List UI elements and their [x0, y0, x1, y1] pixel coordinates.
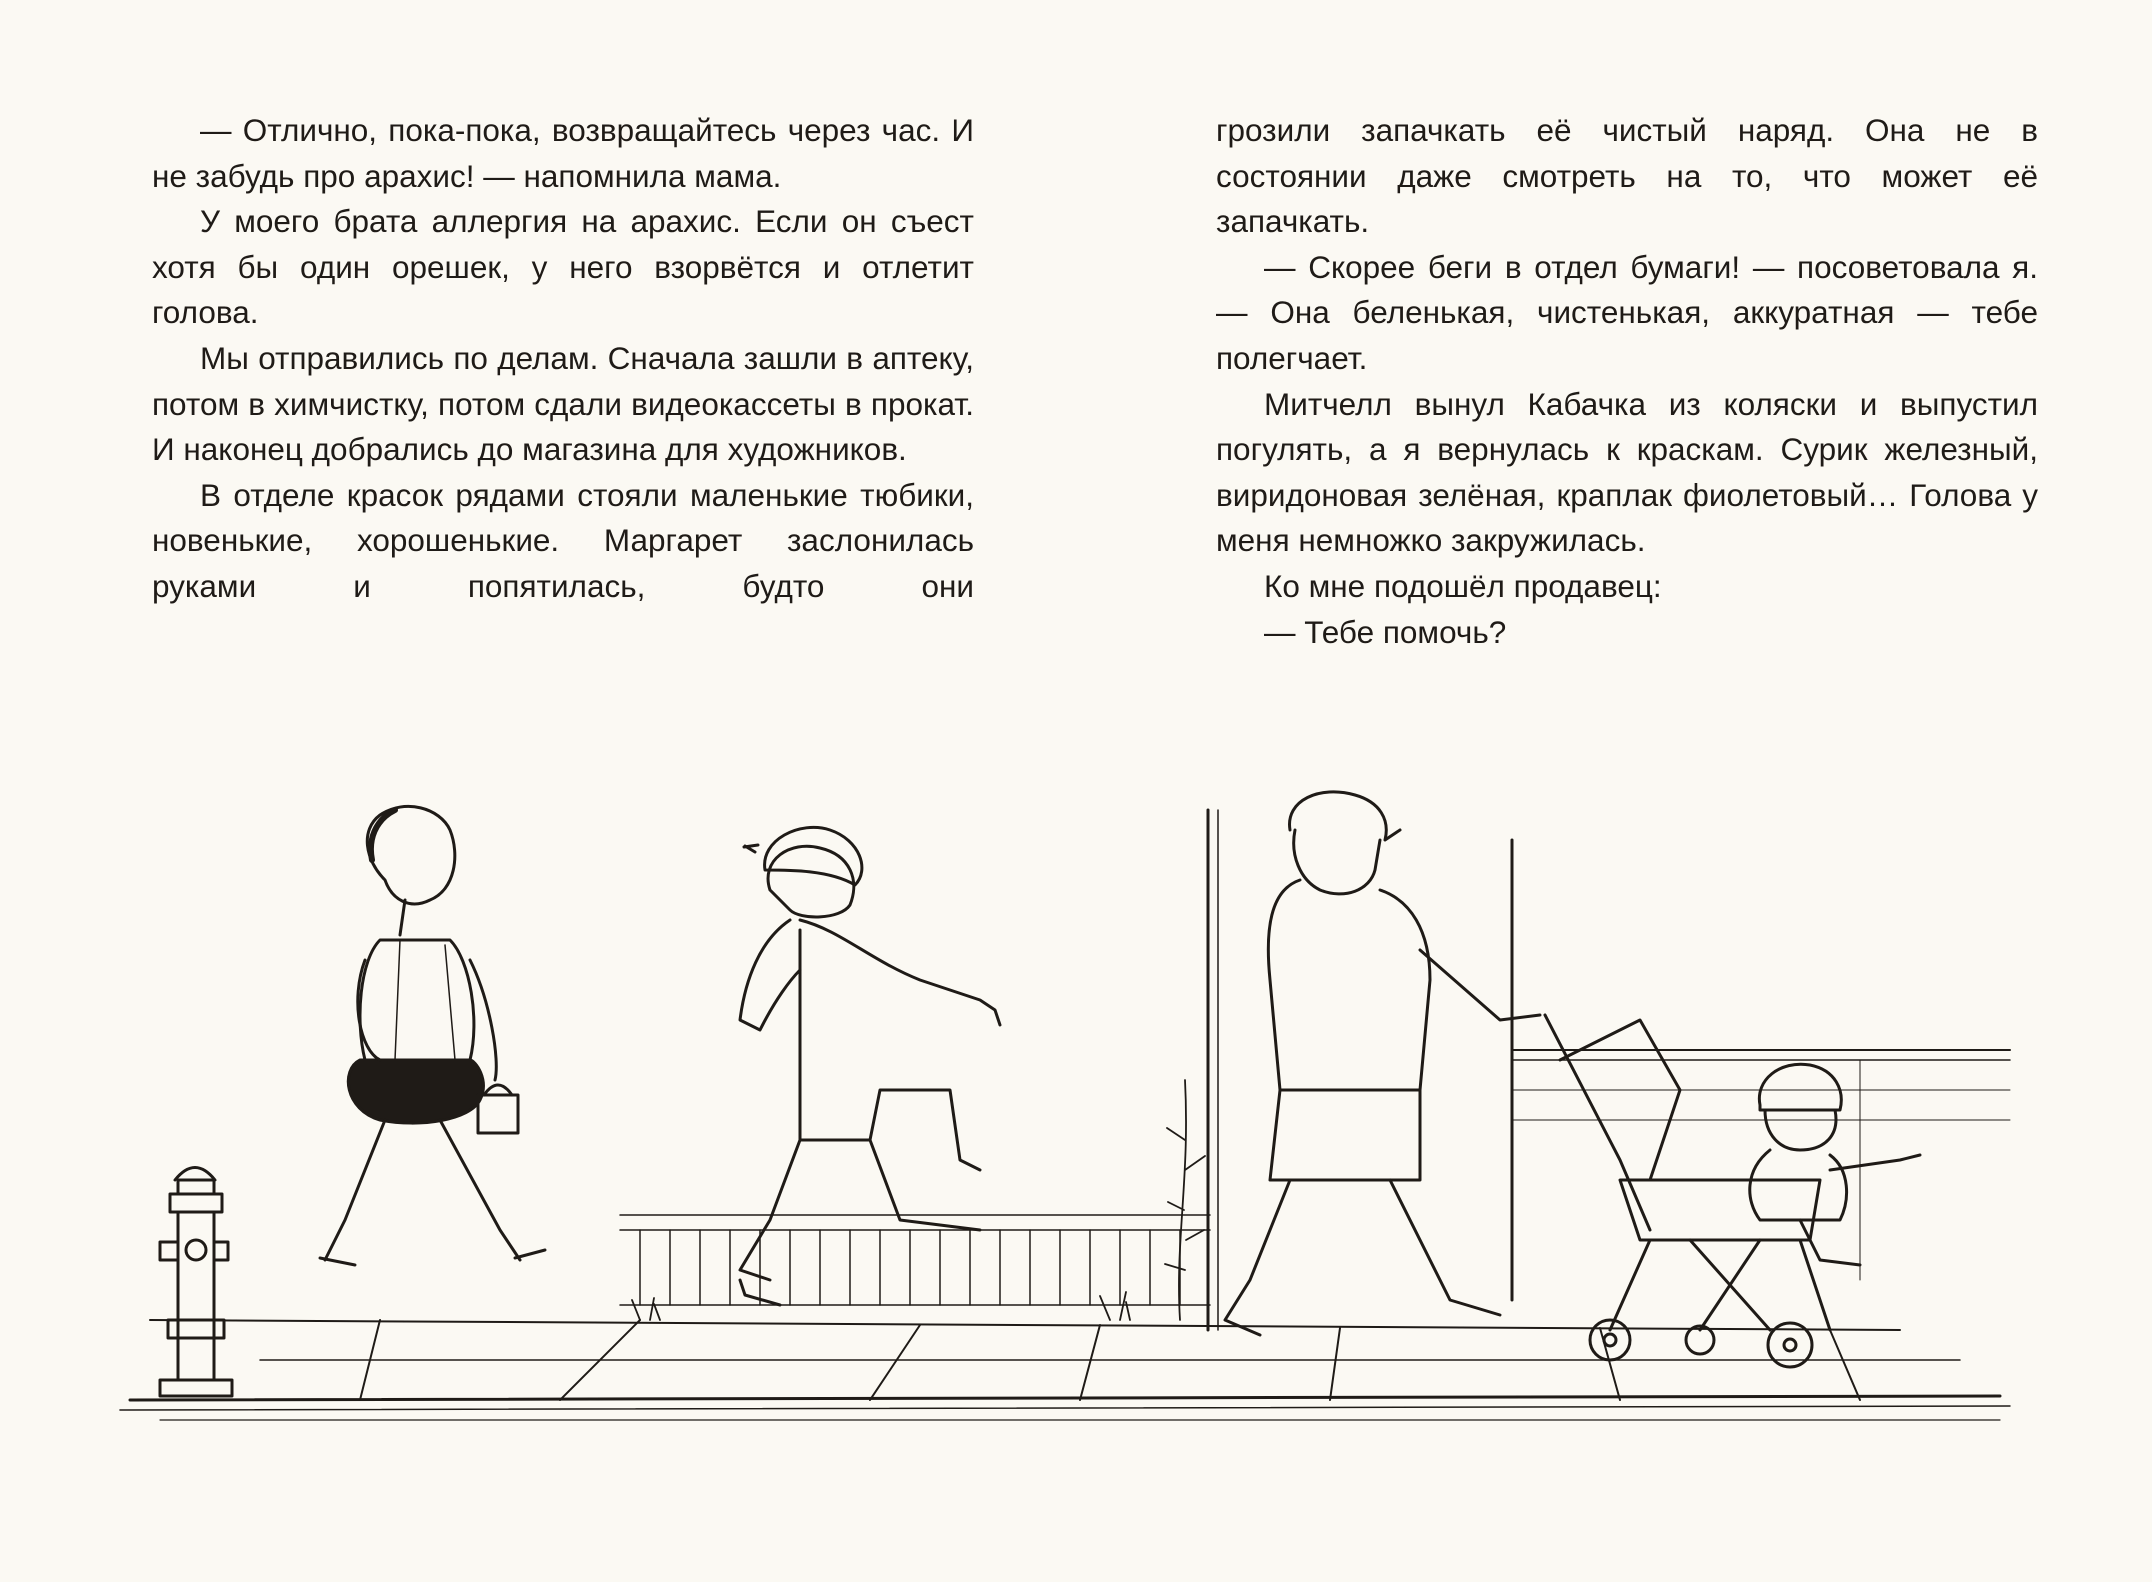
picket-fence: [620, 1215, 1210, 1305]
paragraph: — Скорее беги в отдел бумаги! — посоветовала я. — Она беленькая, чистенькая, аккуратная — тебе полегчает.: [1216, 248, 2038, 376]
paragraph: Ко мне подошёл продавец:: [1264, 567, 1662, 604]
paragraph: грозили запачкать её чистый наряд. Она не в состоянии даже смотреть на то, что может её запачкать.: [1216, 112, 2038, 240]
paragraph: Мы отправились по делам. Сначала зашли в аптеку, потом в химчистку, потом сдали видеокассеты в прокат. И наконец добрались до магазина для художников.: [152, 339, 974, 468]
paragraph: В отделе красок рядами стояли маленькие тюбики, новенькие, хорошенькие. Маргарет заслонилась руками и попятилась, будто они: [152, 476, 974, 604]
street-illustration: [0, 760, 2152, 1480]
sidewalk: [120, 1320, 2010, 1420]
paragraph: — Отлично, пока-пока, возвращайтесь через час. И не забудь про арахис! — напомнила мама.: [152, 112, 974, 194]
baby-stroller: [1545, 1015, 1830, 1367]
paragraph: Митчелл вынул Кабачка из коляски и выпустил погулять, а я вернулась к краскам. Сурик железный, виридоновая зелёная, краплак фиолетовый… Голова у меня немножко закружилась.: [1216, 385, 2038, 559]
toddler: [1750, 1064, 1920, 1265]
building-wall: [1208, 810, 2010, 1330]
boy-with-cap: [1225, 792, 1540, 1335]
paragraph: У моего брата аллергия на арахис. Если он съест хотя бы один орешек, у него взорвётся и отлетит голова.: [152, 203, 974, 331]
girl-walking: [320, 806, 545, 1265]
left-page-text: [152, 108, 974, 610]
paragraph: — Тебе помочь?: [1264, 613, 1507, 650]
child-in-knit-hat: [740, 827, 1000, 1305]
fire-hydrant: [160, 1168, 232, 1397]
weeds: [632, 1080, 1205, 1320]
right-page-text: [1216, 108, 2038, 655]
